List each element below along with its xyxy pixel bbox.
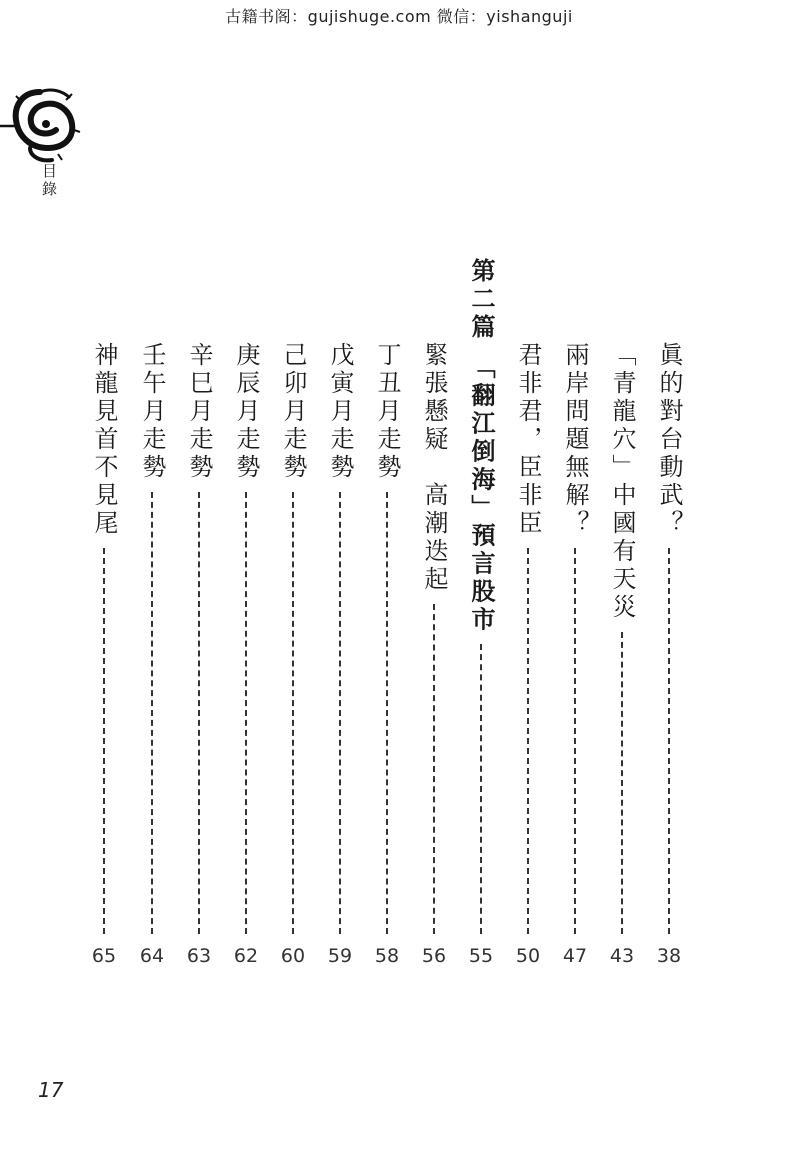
dotted-leader	[574, 548, 576, 934]
dotted-leader	[292, 492, 294, 934]
dotted-leader	[480, 644, 482, 934]
toc-entry-title[interactable]: 辛巳月走勢	[185, 342, 213, 482]
dragon-emblem-icon	[0, 86, 84, 166]
toc-entry-page-number[interactable]: 62	[233, 945, 259, 967]
dotted-leader	[339, 492, 341, 934]
toc-entry-page-number[interactable]: 43	[609, 945, 635, 967]
toc-entry-title[interactable]: 君非君，臣非臣	[514, 342, 542, 538]
toc-entry-page-number[interactable]: 47	[562, 945, 588, 967]
toc-entry-page-number[interactable]: 64	[139, 945, 165, 967]
toc-entry-title[interactable]: 壬午月走勢	[138, 342, 166, 482]
toc-entry-page-number[interactable]: 60	[280, 945, 306, 967]
toc-entry-title[interactable]: 兩岸問題無解？	[561, 342, 589, 538]
toc-entry-title[interactable]: 丁丑月走勢	[373, 342, 401, 482]
toc-entry-title[interactable]: 神龍見首不見尾	[90, 342, 118, 538]
toc-entry-title[interactable]: 庚辰月走勢	[232, 342, 260, 482]
dotted-leader	[621, 632, 623, 934]
dotted-leader	[433, 604, 435, 934]
toc-entry-title[interactable]: 緊張懸疑 高潮迭起	[420, 342, 448, 594]
dotted-leader	[151, 492, 153, 934]
dotted-leader	[103, 548, 105, 934]
toc-entry-title[interactable]: 第二篇 「翻江倒海」預言股市	[467, 258, 496, 635]
page-number: 17	[38, 1078, 64, 1102]
toc-entry-title[interactable]: 己卯月走勢	[279, 342, 307, 482]
toc-entry-page-number[interactable]: 59	[327, 945, 353, 967]
toc-entry-page-number[interactable]: 50	[515, 945, 541, 967]
watermark-text: 古籍书阁：gujishuge.com 微信：yishanguji	[225, 7, 573, 26]
toc-entry-page-number[interactable]: 38	[656, 945, 682, 967]
dotted-leader	[668, 548, 670, 934]
toc-entry-title[interactable]: 「青龍穴」中國有天災	[608, 342, 636, 622]
dotted-leader	[245, 492, 247, 934]
section-label: 目錄	[40, 163, 58, 199]
dotted-leader	[527, 548, 529, 934]
toc-entry-title[interactable]: 眞的對台動武？	[655, 342, 683, 538]
toc-entry-page-number[interactable]: 56	[421, 945, 447, 967]
dotted-leader	[386, 492, 388, 934]
toc-entry-title[interactable]: 戊寅月走勢	[326, 342, 354, 482]
toc-entry-page-number[interactable]: 63	[186, 945, 212, 967]
dotted-leader	[198, 492, 200, 934]
toc-entry-page-number[interactable]: 55	[468, 945, 494, 967]
toc-entry-page-number[interactable]: 65	[91, 945, 117, 967]
toc-entry-page-number[interactable]: 58	[374, 945, 400, 967]
